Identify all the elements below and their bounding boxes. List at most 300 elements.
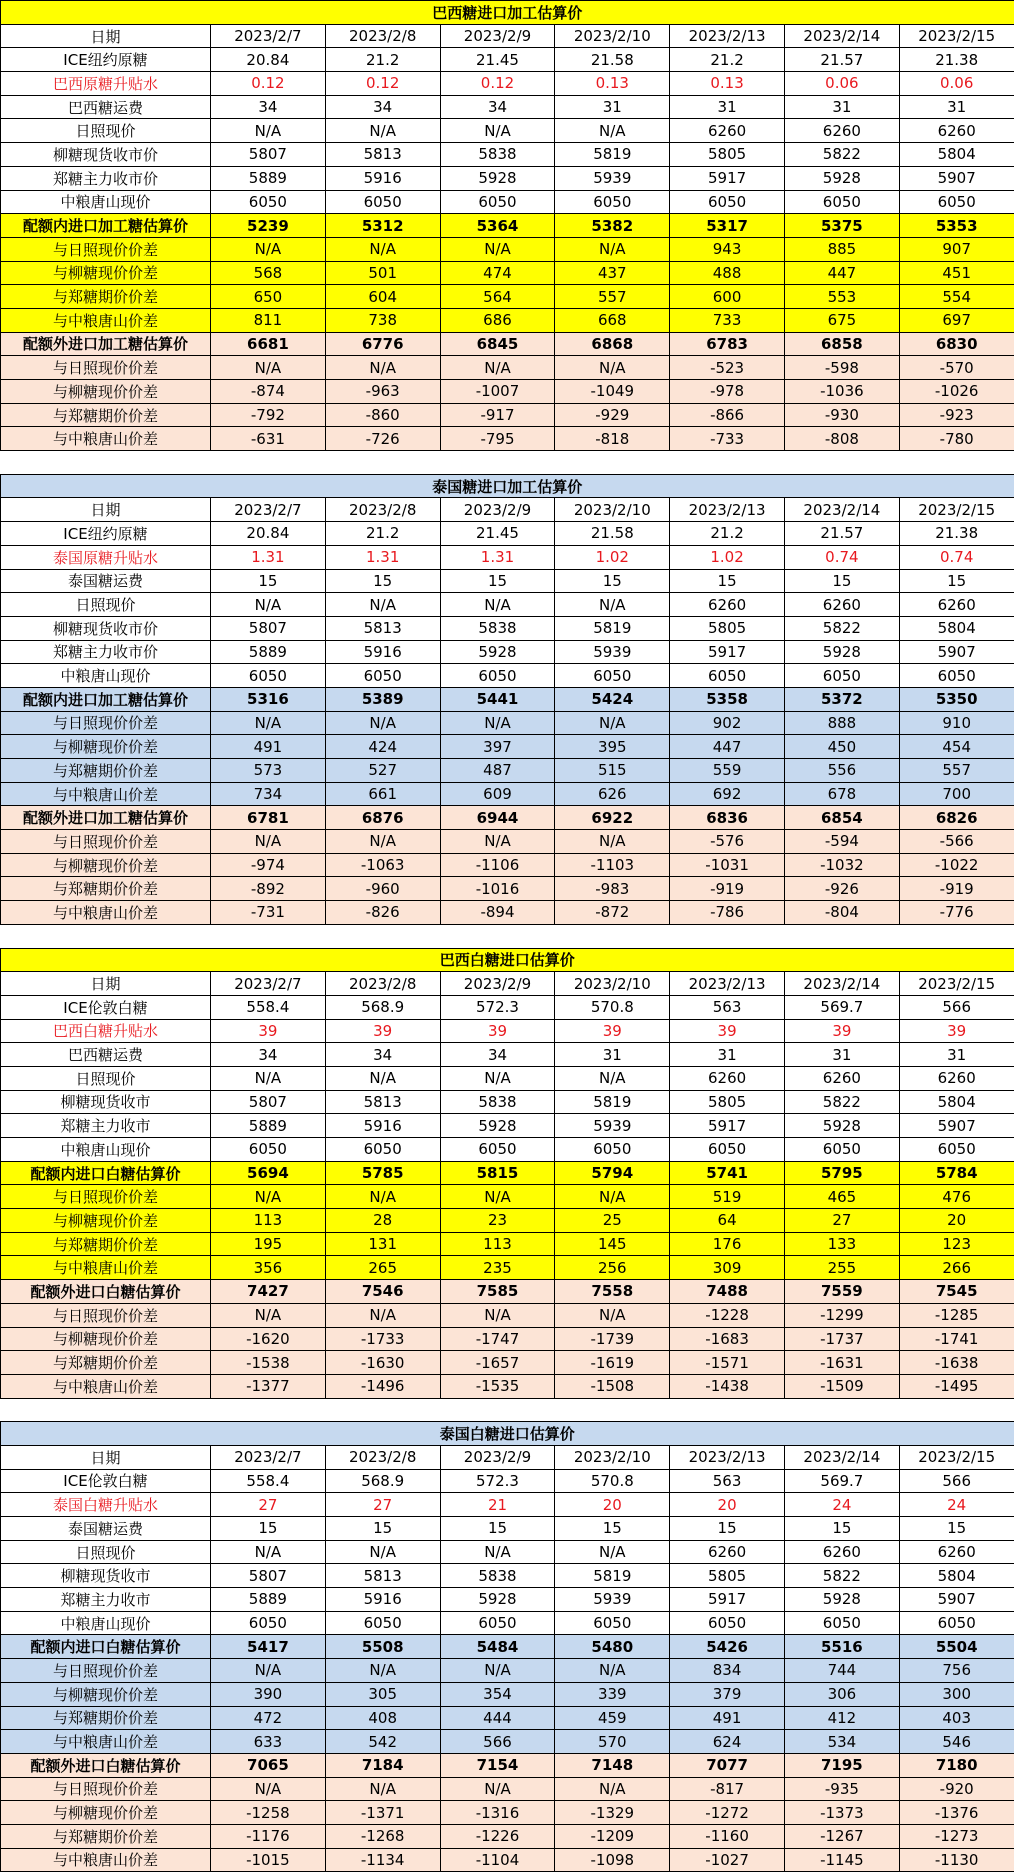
value-cell: 31	[784, 1043, 899, 1067]
value-cell: N/A	[211, 1185, 326, 1209]
value-cell: 20	[899, 1209, 1014, 1233]
value-cell: 437	[555, 261, 670, 285]
row-label: 柳糖现货收市	[1, 1564, 211, 1588]
value-cell: 6050	[899, 1611, 1014, 1635]
value-cell: N/A	[211, 1777, 326, 1801]
value-cell: 0.74	[899, 545, 1014, 569]
value-cell: -566	[899, 830, 1014, 854]
value-cell: 15	[784, 1517, 899, 1541]
row-label: 与日照现价价差	[1, 830, 211, 854]
value-cell: -974	[211, 853, 326, 877]
value-cell: 6922	[555, 806, 670, 830]
value-cell: 20	[555, 1493, 670, 1517]
value-cell: N/A	[555, 1303, 670, 1327]
value-cell: 5907	[899, 1588, 1014, 1612]
value-cell: 131	[325, 1232, 440, 1256]
value-cell: -983	[555, 877, 670, 901]
table-row	[1, 1232, 1014, 1256]
value-cell: N/A	[440, 237, 555, 261]
value-cell: N/A	[325, 711, 440, 735]
value-cell: 2023/2/7	[211, 972, 326, 996]
value-cell: N/A	[325, 1303, 440, 1327]
value-cell: 25	[555, 1209, 670, 1233]
value-cell: 7154	[440, 1753, 555, 1777]
value-cell: 15	[555, 1517, 670, 1541]
value-cell: -1620	[211, 1327, 326, 1351]
value-cell: -795	[440, 427, 555, 451]
value-cell: 5694	[211, 1161, 326, 1185]
value-cell: 23	[440, 1209, 555, 1233]
table-row	[1, 593, 1014, 617]
value-cell: -826	[325, 901, 440, 925]
row-label: 日照现价	[1, 593, 211, 617]
value-cell: 5916	[325, 1588, 440, 1612]
table-row	[1, 782, 1014, 806]
table-row	[1, 1824, 1014, 1848]
value-cell: 6050	[555, 664, 670, 688]
value-cell: 2023/2/10	[555, 498, 670, 522]
table-row	[1, 427, 1014, 451]
value-cell: 534	[784, 1730, 899, 1754]
table-row	[1, 545, 1014, 569]
value-cell: 5928	[440, 166, 555, 190]
value-cell: 2023/2/9	[440, 972, 555, 996]
value-cell: 5819	[555, 1564, 670, 1588]
value-cell: 6050	[899, 664, 1014, 688]
table-row	[1, 1753, 1014, 1777]
row-label: 泰国糖运费	[1, 1517, 211, 1541]
table-row	[1, 1351, 1014, 1375]
row-label: 日期	[1, 972, 211, 996]
value-cell: N/A	[440, 830, 555, 854]
value-cell: N/A	[211, 356, 326, 380]
value-cell: -598	[784, 356, 899, 380]
value-cell: N/A	[211, 1066, 326, 1090]
row-label: 与柳糖现价价差	[1, 1682, 211, 1706]
value-cell: 700	[899, 782, 1014, 806]
value-cell: 24	[899, 1493, 1014, 1517]
value-cell: 306	[784, 1682, 899, 1706]
value-cell: 5804	[899, 1564, 1014, 1588]
value-cell: 34	[211, 95, 326, 119]
row-label: 中粮唐山现价	[1, 1611, 211, 1635]
value-cell: 2023/2/10	[555, 1445, 670, 1469]
value-cell: 734	[211, 782, 326, 806]
value-cell: 2023/2/7	[211, 498, 326, 522]
value-cell: 5516	[784, 1635, 899, 1659]
value-cell: 609	[440, 782, 555, 806]
row-label: 与柳糖现价价差	[1, 1801, 211, 1825]
value-cell: 5916	[325, 1114, 440, 1138]
value-cell: 6050	[555, 190, 670, 214]
value-cell: 811	[211, 308, 326, 332]
row-label: 与中粮唐山价差	[1, 427, 211, 451]
value-cell: 450	[784, 735, 899, 759]
value-cell: 5822	[784, 1564, 899, 1588]
value-cell: N/A	[555, 237, 670, 261]
value-cell: 686	[440, 308, 555, 332]
value-cell: -978	[670, 380, 785, 404]
value-cell: 5807	[211, 143, 326, 167]
value-cell: -1267	[784, 1824, 899, 1848]
value-cell: 633	[211, 1730, 326, 1754]
table-row	[1, 143, 1014, 167]
value-cell: 554	[899, 285, 1014, 309]
table-row	[1, 1493, 1014, 1517]
row-label: 与郑糖期价价差	[1, 1824, 211, 1848]
table-row	[1, 1777, 1014, 1801]
value-cell: 570.8	[555, 995, 670, 1019]
table-row	[1, 1303, 1014, 1327]
value-cell: 568.9	[325, 1469, 440, 1493]
value-cell: 5382	[555, 214, 670, 238]
value-cell: 2023/2/14	[784, 498, 899, 522]
table-row	[1, 1801, 1014, 1825]
value-cell: 2023/2/14	[784, 24, 899, 48]
value-cell: 6944	[440, 806, 555, 830]
value-cell: 7488	[670, 1280, 785, 1304]
value-cell: -1571	[670, 1351, 785, 1375]
value-cell: 34	[440, 1043, 555, 1067]
value-cell: -1098	[555, 1848, 670, 1872]
value-cell: -1016	[440, 877, 555, 901]
value-cell: 5889	[211, 1588, 326, 1612]
row-label: 与柳糖现价价差	[1, 1327, 211, 1351]
table-row	[1, 1848, 1014, 1872]
value-cell: 5916	[325, 640, 440, 664]
row-label: 与郑糖期价价差	[1, 1232, 211, 1256]
row-label: ICE伦敦白糖	[1, 1469, 211, 1493]
value-cell: 6050	[784, 190, 899, 214]
table-row	[1, 853, 1014, 877]
value-cell: 697	[899, 308, 1014, 332]
value-cell: 5928	[784, 1588, 899, 1612]
value-cell: -570	[899, 356, 1014, 380]
value-cell: 21.57	[784, 48, 899, 72]
value-cell: 34	[211, 1043, 326, 1067]
value-cell: 39	[555, 1019, 670, 1043]
value-cell: -1371	[325, 1801, 440, 1825]
value-cell: 5939	[555, 1114, 670, 1138]
row-label: 郑糖主力收市价	[1, 166, 211, 190]
table-row	[1, 1209, 1014, 1233]
value-cell: 6050	[440, 190, 555, 214]
section-title: 泰国白糖进口估算价	[1, 1422, 1014, 1446]
value-cell: 2023/2/13	[670, 498, 785, 522]
row-label: 与郑糖期价价差	[1, 1351, 211, 1375]
value-cell: 6830	[899, 332, 1014, 356]
value-cell: 339	[555, 1682, 670, 1706]
value-cell: -1619	[555, 1351, 670, 1375]
value-cell: 558.4	[211, 1469, 326, 1493]
value-cell: 5807	[211, 616, 326, 640]
value-cell: N/A	[440, 1066, 555, 1090]
value-cell: 6260	[899, 593, 1014, 617]
value-cell: 15	[440, 1517, 555, 1541]
value-cell: N/A	[555, 593, 670, 617]
row-label: 与日照现价价差	[1, 356, 211, 380]
value-cell: -731	[211, 901, 326, 925]
value-cell: 6260	[670, 119, 785, 143]
value-cell: 5353	[899, 214, 1014, 238]
value-cell: 6260	[899, 119, 1014, 143]
value-cell: 572.3	[440, 995, 555, 1019]
value-cell: 5807	[211, 1564, 326, 1588]
value-cell: 21.2	[670, 48, 785, 72]
row-label: 与郑糖期价价差	[1, 877, 211, 901]
table-row	[1, 1540, 1014, 1564]
value-cell: -1160	[670, 1824, 785, 1848]
value-cell: -1036	[784, 380, 899, 404]
value-cell: 15	[211, 1517, 326, 1541]
value-cell: -1376	[899, 1801, 1014, 1825]
value-cell: 563	[670, 1469, 785, 1493]
value-cell: 28	[325, 1209, 440, 1233]
value-cell: -1373	[784, 1801, 899, 1825]
value-cell: 15	[325, 1517, 440, 1541]
value-cell: 64	[670, 1209, 785, 1233]
table-row	[1, 1682, 1014, 1706]
value-cell: 6260	[670, 593, 785, 617]
value-cell: 733	[670, 308, 785, 332]
value-cell: 6681	[211, 332, 326, 356]
value-cell: -866	[670, 403, 785, 427]
value-cell: N/A	[211, 1303, 326, 1327]
value-cell: 5813	[325, 616, 440, 640]
value-cell: 2023/2/15	[899, 24, 1014, 48]
table-row	[1, 1327, 1014, 1351]
row-label: 中粮唐山现价	[1, 190, 211, 214]
value-cell: -1273	[899, 1824, 1014, 1848]
row-label: 配额内进口加工糖估算价	[1, 687, 211, 711]
value-cell: 21.2	[325, 522, 440, 546]
value-cell: 20.84	[211, 522, 326, 546]
value-cell: 7180	[899, 1753, 1014, 1777]
value-cell: 27	[211, 1493, 326, 1517]
value-cell: 39	[670, 1019, 785, 1043]
value-cell: 5441	[440, 687, 555, 711]
table-row	[1, 830, 1014, 854]
value-cell: -1316	[440, 1801, 555, 1825]
row-label: 与郑糖期价价差	[1, 285, 211, 309]
value-cell: 834	[670, 1659, 785, 1683]
value-cell: 5784	[899, 1161, 1014, 1185]
value-cell: 2023/2/8	[325, 24, 440, 48]
value-cell: 5819	[555, 1090, 670, 1114]
value-cell: 123	[899, 1232, 1014, 1256]
value-cell: 491	[211, 735, 326, 759]
value-cell: 501	[325, 261, 440, 285]
value-cell: 624	[670, 1730, 785, 1754]
table-row	[1, 1469, 1014, 1493]
table-row	[1, 759, 1014, 783]
value-cell: N/A	[555, 1659, 670, 1683]
value-cell: -919	[899, 877, 1014, 901]
value-cell: 5239	[211, 214, 326, 238]
value-cell: 21.38	[899, 48, 1014, 72]
row-label: 柳糖现货收市价	[1, 143, 211, 167]
value-cell: N/A	[211, 711, 326, 735]
spacer-row	[1, 451, 1014, 475]
row-label: ICE伦敦白糖	[1, 995, 211, 1019]
table-row	[1, 356, 1014, 380]
value-cell: -1329	[555, 1801, 670, 1825]
value-cell: 6050	[555, 1138, 670, 1162]
table-row	[1, 569, 1014, 593]
value-cell: 21.45	[440, 48, 555, 72]
value-cell: N/A	[440, 593, 555, 617]
value-cell: 6050	[670, 1611, 785, 1635]
value-cell: 2023/2/7	[211, 1445, 326, 1469]
value-cell: -935	[784, 1777, 899, 1801]
value-cell: -1683	[670, 1327, 785, 1351]
value-cell: 5785	[325, 1161, 440, 1185]
value-cell: 21.58	[555, 48, 670, 72]
value-cell: 31	[670, 1043, 785, 1067]
value-cell: -1031	[670, 853, 785, 877]
row-label: 与日照现价价差	[1, 237, 211, 261]
value-cell: -817	[670, 1777, 785, 1801]
value-cell: 5819	[555, 143, 670, 167]
value-cell: 2023/2/9	[440, 1445, 555, 1469]
value-cell: 888	[784, 711, 899, 735]
value-cell: 2023/2/13	[670, 972, 785, 996]
row-label: 与日照现价价差	[1, 711, 211, 735]
table-row	[1, 308, 1014, 332]
value-cell: 15	[670, 569, 785, 593]
value-cell: 31	[899, 1043, 1014, 1067]
value-cell: -808	[784, 427, 899, 451]
value-cell: 6050	[211, 664, 326, 688]
row-label: 泰国白糖升贴水	[1, 1493, 211, 1517]
section-title-row	[1, 474, 1014, 498]
value-cell: 5804	[899, 1090, 1014, 1114]
value-cell: 113	[211, 1209, 326, 1233]
value-cell: -1007	[440, 380, 555, 404]
value-cell: 15	[211, 569, 326, 593]
value-cell: -1026	[899, 380, 1014, 404]
value-cell: 403	[899, 1706, 1014, 1730]
value-cell: 21.38	[899, 522, 1014, 546]
value-cell: 2023/2/9	[440, 498, 555, 522]
value-cell: 5741	[670, 1161, 785, 1185]
row-label: 中粮唐山现价	[1, 1138, 211, 1162]
value-cell: 15	[325, 569, 440, 593]
row-label: 中粮唐山现价	[1, 664, 211, 688]
value-cell: 5805	[670, 143, 785, 167]
value-cell: 15	[899, 569, 1014, 593]
value-cell: -1145	[784, 1848, 899, 1872]
row-label: 柳糖现货收市价	[1, 616, 211, 640]
value-cell: 2023/2/10	[555, 972, 670, 996]
value-cell: 2023/2/14	[784, 1445, 899, 1469]
value-cell: 454	[899, 735, 1014, 759]
value-cell: N/A	[555, 1185, 670, 1209]
value-cell: 515	[555, 759, 670, 783]
value-cell: 6876	[325, 806, 440, 830]
value-cell: 21.2	[325, 48, 440, 72]
value-cell: 39	[211, 1019, 326, 1043]
value-cell: 113	[440, 1232, 555, 1256]
value-cell: 5889	[211, 1114, 326, 1138]
row-label: 与日照现价价差	[1, 1303, 211, 1327]
value-cell: 756	[899, 1659, 1014, 1683]
value-cell: 31	[555, 95, 670, 119]
section-title-row	[1, 948, 1014, 972]
table-row	[1, 877, 1014, 901]
value-cell: -929	[555, 403, 670, 427]
value-cell: N/A	[440, 1540, 555, 1564]
value-cell: -1228	[670, 1303, 785, 1327]
value-cell: 6260	[670, 1540, 785, 1564]
row-label: 与中粮唐山价差	[1, 308, 211, 332]
row-label: 与中粮唐山价差	[1, 901, 211, 925]
value-cell: 15	[784, 569, 899, 593]
value-cell: -1377	[211, 1374, 326, 1398]
value-cell: 1.02	[555, 545, 670, 569]
value-cell: N/A	[325, 1185, 440, 1209]
value-cell: 6260	[670, 1066, 785, 1090]
value-cell: 15	[555, 569, 670, 593]
value-cell: 15	[899, 1517, 1014, 1541]
value-cell: 5372	[784, 687, 899, 711]
value-cell: -1015	[211, 1848, 326, 1872]
value-cell: 5424	[555, 687, 670, 711]
value-cell: 5939	[555, 640, 670, 664]
row-label: 配额内进口加工糖估算价	[1, 214, 211, 238]
value-cell: 21	[440, 1493, 555, 1517]
value-cell: 300	[899, 1682, 1014, 1706]
value-cell: -1657	[440, 1351, 555, 1375]
value-cell: 6050	[211, 1138, 326, 1162]
value-cell: -1638	[899, 1351, 1014, 1375]
value-cell: -872	[555, 901, 670, 925]
value-cell: 6050	[899, 1138, 1014, 1162]
value-cell: 2023/2/15	[899, 1445, 1014, 1469]
value-cell: 195	[211, 1232, 326, 1256]
row-label: 日期	[1, 1445, 211, 1469]
value-cell: 5917	[670, 640, 785, 664]
value-cell: 255	[784, 1256, 899, 1280]
table-row	[1, 522, 1014, 546]
value-cell: 6854	[784, 806, 899, 830]
value-cell: 2023/2/15	[899, 498, 1014, 522]
value-cell: -1508	[555, 1374, 670, 1398]
value-cell: 34	[440, 95, 555, 119]
spacer-cell	[1, 924, 1014, 948]
value-cell: N/A	[211, 1659, 326, 1683]
value-cell: 266	[899, 1256, 1014, 1280]
value-cell: 6050	[899, 190, 1014, 214]
table-row	[1, 332, 1014, 356]
value-cell: 600	[670, 285, 785, 309]
value-cell: 309	[670, 1256, 785, 1280]
row-label: 郑糖主力收市	[1, 1114, 211, 1138]
value-cell: 6050	[784, 1138, 899, 1162]
value-cell: 1.02	[670, 545, 785, 569]
value-cell: -1226	[440, 1824, 555, 1848]
value-cell: 744	[784, 1659, 899, 1683]
value-cell: 5822	[784, 616, 899, 640]
value-cell: 519	[670, 1185, 785, 1209]
value-cell: -1063	[325, 853, 440, 877]
value-cell: -1630	[325, 1351, 440, 1375]
value-cell: N/A	[555, 830, 670, 854]
value-cell: 20	[670, 1493, 785, 1517]
value-cell: 5480	[555, 1635, 670, 1659]
value-cell: 5312	[325, 214, 440, 238]
value-cell: 491	[670, 1706, 785, 1730]
